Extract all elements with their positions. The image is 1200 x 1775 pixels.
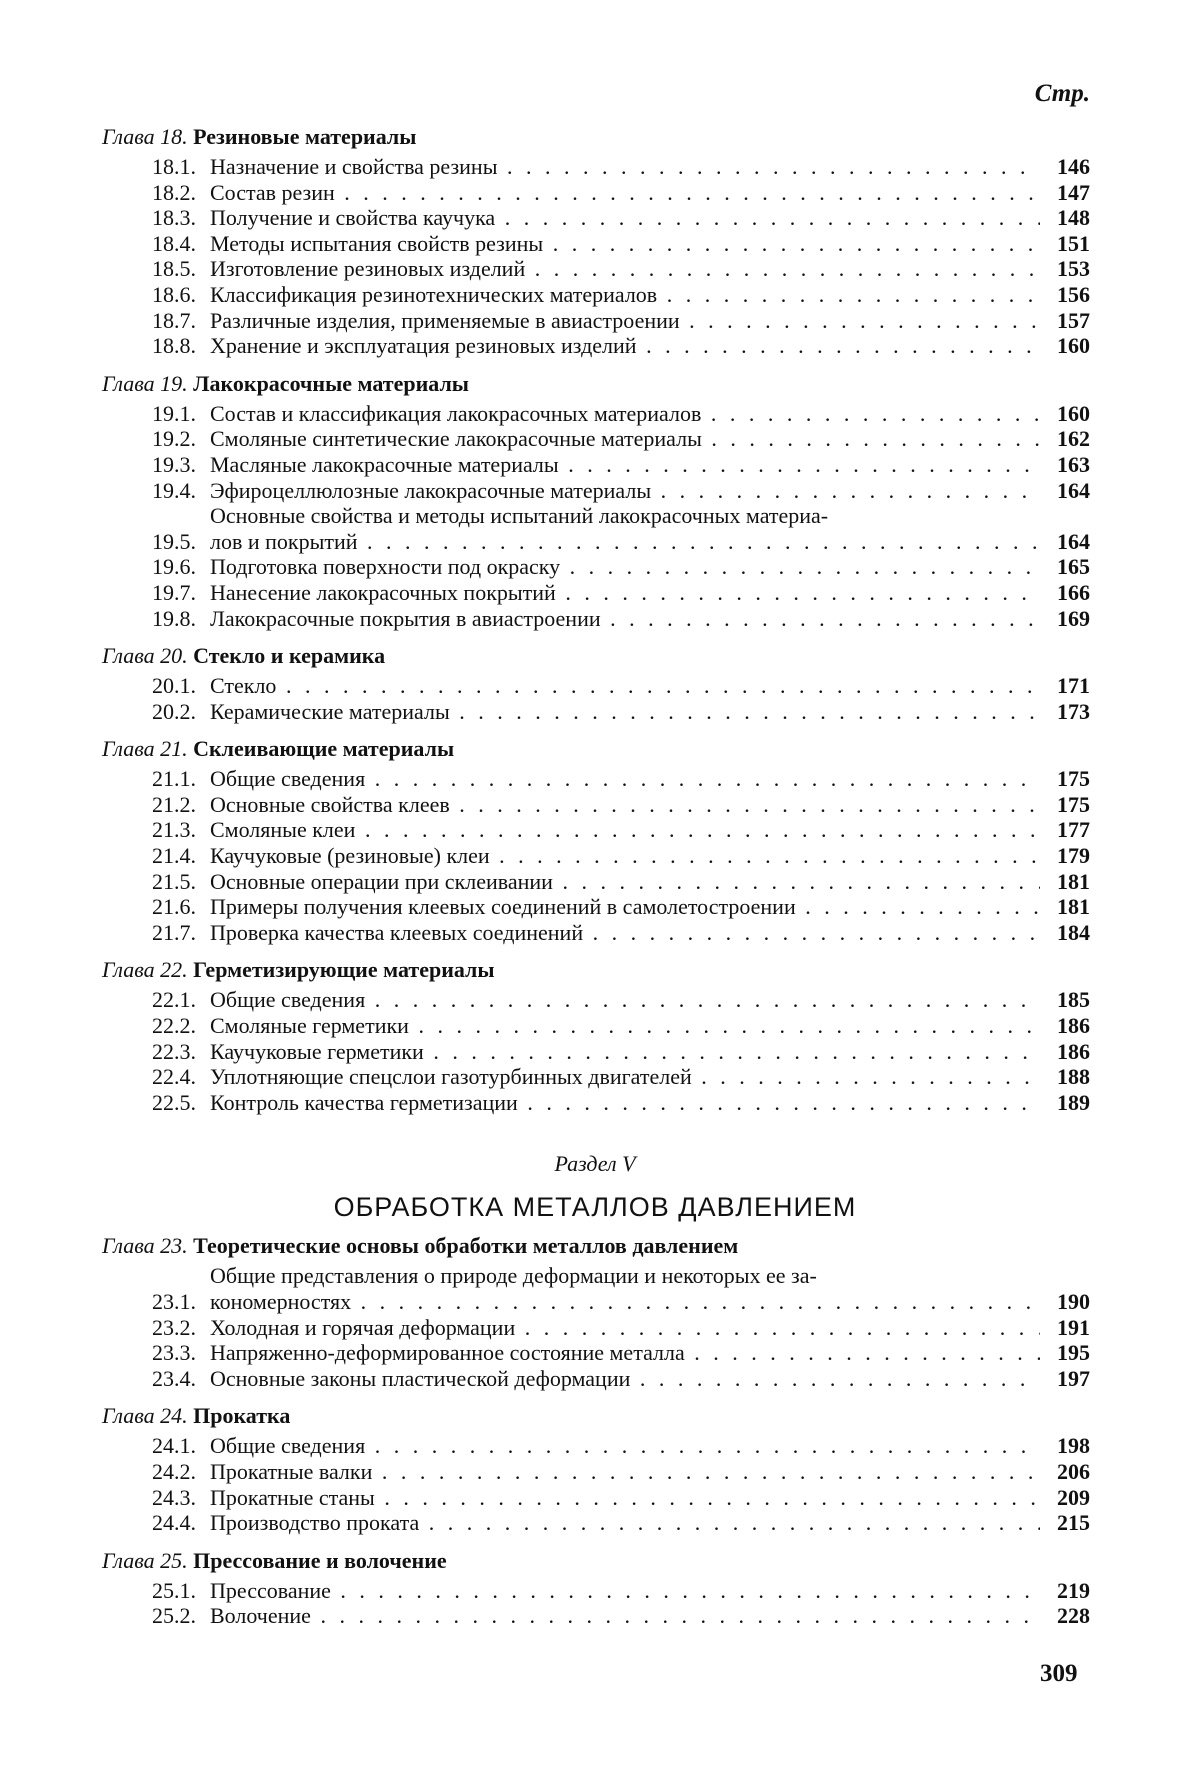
entry-page-number: 160 <box>1057 400 1090 426</box>
entry-number: 21.7. <box>152 919 196 945</box>
entry-title: Состав резин . . . <box>210 180 1040 206</box>
entry-page-number: 177 <box>1057 817 1090 843</box>
entry-number: 21.3. <box>152 817 196 843</box>
toc-entry <box>152 817 1090 843</box>
footer-page-number: 309 <box>1040 1660 1078 1687</box>
entry-title: Масляные лакокрасочные материалы . . . <box>210 452 1040 478</box>
entry-title: Прокатные валки . . . <box>210 1459 1040 1485</box>
toc-entry <box>152 503 1090 554</box>
entry-title: Различные изделия, применяемые в авиастроении . . . <box>210 308 1040 334</box>
entry-page-number: 189 <box>1057 1089 1090 1115</box>
chapter-number: Глава 19. <box>102 370 188 396</box>
toc-entry <box>152 1603 1090 1629</box>
toc-entry <box>152 1090 1090 1116</box>
entry-title-line: Общие представления о природе деформации и некоторых ее за- <box>210 1263 817 1289</box>
entry-number: 25.2. <box>152 1603 196 1629</box>
entry-page-number: 148 <box>1057 205 1090 231</box>
toc-entry <box>152 478 1090 504</box>
entry-page-number: 164 <box>1057 477 1090 503</box>
toc-entry <box>152 1510 1090 1536</box>
entry-title: Каучуковые герметики . . . <box>210 1039 1040 1065</box>
entry-title: Производство проката . . . <box>210 1510 1040 1536</box>
entry-title: Смоляные клеи . . . <box>210 817 1040 843</box>
entry-page-number: 171 <box>1057 673 1090 699</box>
chapter-number: Глава 24. <box>102 1403 188 1429</box>
entry-page-number: 209 <box>1057 1484 1090 1510</box>
entry-number: 18.5. <box>152 256 196 282</box>
toc-entry <box>152 580 1090 606</box>
toc-entry <box>152 606 1090 632</box>
entry-title: Эфироцеллюлозные лакокрасочные материалы . . . <box>210 478 1040 504</box>
chapter-heading <box>102 120 1090 154</box>
entry-page-number: 165 <box>1057 554 1090 580</box>
entry-number: 19.5. <box>152 528 196 554</box>
entry-number: 18.7. <box>152 307 196 333</box>
toc-entry <box>152 987 1090 1013</box>
section-label: Раздел V <box>554 1151 636 1177</box>
entry-page-number: 156 <box>1057 281 1090 307</box>
chapter-title: Прокатка <box>193 1403 291 1429</box>
toc-entry <box>152 180 1090 206</box>
toc-chapters-group-b <box>100 1229 1090 1629</box>
entry-number: 24.4. <box>152 1510 196 1536</box>
entry-number: 19.2. <box>152 426 196 452</box>
toc-entry <box>152 308 1090 334</box>
entry-title: Основные свойства клеев . . . <box>210 792 1040 818</box>
section-title: ОБРАБОТКА МЕТАЛЛОВ ДАВЛЕНИЕМ <box>333 1192 857 1223</box>
toc-entry <box>152 699 1090 725</box>
chapter-heading <box>102 1229 1090 1263</box>
toc-entry <box>152 333 1090 359</box>
toc-entry <box>152 673 1090 699</box>
chapter-title: Лакокрасочные материалы <box>193 370 469 396</box>
entry-page-number: 147 <box>1057 179 1090 205</box>
toc-entry <box>152 1315 1090 1341</box>
toc-entry <box>152 401 1090 427</box>
entry-title: Общие сведения . . . <box>210 766 1040 792</box>
entry-title: Общие сведения . . . <box>210 987 1040 1013</box>
toc-entry <box>152 1366 1090 1392</box>
entry-number: 18.3. <box>152 205 196 231</box>
entry-title <box>210 503 1040 554</box>
entry-page-number: 173 <box>1057 698 1090 724</box>
toc-entry <box>152 1340 1090 1366</box>
entry-title-line: Основные свойства и методы испытаний лакокрасочных материа- <box>210 503 829 529</box>
toc-entry <box>152 843 1090 869</box>
entry-page-number: 175 <box>1057 766 1090 792</box>
chapter-title: Склеивающие материалы <box>193 736 455 762</box>
toc-entry <box>152 869 1090 895</box>
entry-page-number: 219 <box>1057 1577 1090 1603</box>
toc-content <box>100 120 1090 1637</box>
entry-page-number: 184 <box>1057 919 1090 945</box>
entry-title: Проверка качества клеевых соединений . . . <box>210 920 1040 946</box>
toc-chapter <box>100 953 1090 1115</box>
entry-page-number: 206 <box>1057 1458 1090 1484</box>
entry-page-number: 169 <box>1057 605 1090 631</box>
toc-entry <box>152 154 1090 180</box>
chapter-heading <box>102 639 1090 673</box>
entry-title: Смоляные герметики . . . <box>210 1013 1040 1039</box>
entry-number: 23.2. <box>152 1314 196 1340</box>
entry-number: 19.8. <box>152 605 196 631</box>
entry-number: 22.2. <box>152 1013 196 1039</box>
entry-title: Каучуковые (резиновые) клеи . . . <box>210 843 1040 869</box>
toc-entry <box>152 1433 1090 1459</box>
entry-number: 18.1. <box>152 154 196 179</box>
entry-title: Хранение и эксплуатация резиновых изделий . . . <box>210 333 1040 359</box>
toc-chapter <box>100 732 1090 945</box>
entry-number: 20.2. <box>152 698 196 724</box>
toc-entry <box>152 792 1090 818</box>
chapter-number: Глава 18. <box>102 124 188 149</box>
entry-page-number: 164 <box>1057 528 1090 554</box>
entry-title-continuation: лов и покрытий . . . <box>210 529 1040 555</box>
chapter-number: Глава 23. <box>102 1233 188 1259</box>
toc-chapters-group-a <box>100 120 1090 1115</box>
toc-entry <box>152 766 1090 792</box>
entry-title: Волочение . . . <box>210 1603 1040 1629</box>
toc-chapter <box>100 1544 1090 1629</box>
entry-number: 21.6. <box>152 894 196 920</box>
chapter-heading <box>102 953 1090 987</box>
entry-number: 24.1. <box>152 1433 196 1459</box>
toc-chapter <box>100 367 1090 631</box>
entry-title-continuation: кономерностях . . . <box>210 1289 1040 1315</box>
entry-number: 18.2. <box>152 179 196 205</box>
entry-title: Стекло . . . <box>210 673 1040 699</box>
toc-entry <box>152 1485 1090 1511</box>
entry-title: Получение и свойства каучука . . . <box>210 205 1040 231</box>
toc-entry <box>152 1459 1090 1485</box>
chapter-heading <box>102 1544 1090 1578</box>
entry-page-number: 181 <box>1057 868 1090 894</box>
entry-page-number: 195 <box>1057 1340 1090 1366</box>
toc-entry <box>152 1013 1090 1039</box>
toc-entry <box>152 1064 1090 1090</box>
entry-number: 21.4. <box>152 843 196 869</box>
entry-title: Подготовка поверхности под окраску . . . <box>210 554 1040 580</box>
entry-page-number: 181 <box>1057 894 1090 920</box>
entry-number: 19.4. <box>152 477 196 503</box>
entry-page-number: 160 <box>1057 333 1090 359</box>
toc-chapter <box>100 639 1090 724</box>
entry-page-number: 197 <box>1057 1365 1090 1391</box>
entry-number: 21.1. <box>152 766 196 792</box>
entry-title: Назначение и свойства резины . . . <box>210 154 1040 180</box>
entry-title: Смоляные синтетические лакокрасочные материалы . . . <box>210 426 1040 452</box>
entry-page-number: 163 <box>1057 451 1090 477</box>
entry-page-number: 191 <box>1057 1314 1090 1340</box>
toc-entry <box>152 1578 1090 1604</box>
entry-number: 22.3. <box>152 1038 196 1064</box>
entry-title: Прокатные станы . . . <box>210 1485 1040 1511</box>
entry-title: Керамические материалы . . . <box>210 699 1040 725</box>
entry-number: 22.1. <box>152 987 196 1013</box>
entry-page-number: 151 <box>1057 230 1090 256</box>
entry-page-number: 166 <box>1057 579 1090 605</box>
chapter-number: Глава 20. <box>102 643 188 669</box>
chapter-title: Резиновые материалы <box>193 124 417 149</box>
entry-page-number: 198 <box>1057 1433 1090 1459</box>
chapter-number: Глава 25. <box>102 1547 188 1573</box>
entry-page-number: 186 <box>1057 1013 1090 1039</box>
entry-number: 19.6. <box>152 554 196 580</box>
chapter-title: Стекло и керамика <box>193 643 386 669</box>
entry-title: Уплотняющие спецслои газотурбинных двигателей . . . <box>210 1064 1040 1090</box>
entry-page-number: 186 <box>1057 1038 1090 1064</box>
toc-entry <box>152 426 1090 452</box>
entry-page-number: 153 <box>1057 256 1090 282</box>
entry-number: 22.4. <box>152 1064 196 1090</box>
chapter-title: Теоретические основы обработки металлов давлением <box>193 1233 739 1259</box>
entry-title: Изготовление резиновых изделий . . . <box>210 256 1040 282</box>
toc-entry <box>152 920 1090 946</box>
entry-title: Основные законы пластической деформации . . . <box>210 1366 1040 1392</box>
entry-title: Холодная и горячая деформации . . . <box>210 1315 1040 1341</box>
toc-chapter <box>100 1229 1090 1391</box>
toc-entry <box>152 894 1090 920</box>
entry-number: 23.3. <box>152 1340 196 1366</box>
toc-entry <box>152 231 1090 257</box>
entry-title: Состав и классификация лакокрасочных материалов . . . <box>210 401 1040 427</box>
entry-title: Нанесение лакокрасочных покрытий . . . <box>210 580 1040 606</box>
chapter-title: Прессование и волочение <box>193 1547 447 1573</box>
toc-entry <box>152 205 1090 231</box>
entry-page-number: 215 <box>1057 1510 1090 1536</box>
entry-number: 18.6. <box>152 281 196 307</box>
entry-number: 18.8. <box>152 333 196 359</box>
entry-title: Лакокрасочные покрытия в авиастроении . . . <box>210 606 1040 632</box>
toc-entry <box>152 256 1090 282</box>
entry-page-number: 190 <box>1057 1289 1090 1314</box>
entry-number: 19.7. <box>152 579 196 605</box>
entry-page-number: 228 <box>1057 1603 1090 1629</box>
entry-page-number: 188 <box>1057 1064 1090 1090</box>
toc-entry <box>152 1263 1090 1314</box>
toc-entry <box>152 282 1090 308</box>
toc-chapter <box>100 1399 1090 1535</box>
chapter-number: Глава 21. <box>102 736 188 762</box>
entry-page-number: 185 <box>1057 987 1090 1013</box>
entry-title: Классификация резинотехнических материалов . . . <box>210 282 1040 308</box>
entry-number: 24.2. <box>152 1458 196 1484</box>
toc-entry <box>152 1039 1090 1065</box>
entry-title: Прессование . . . <box>210 1578 1040 1604</box>
toc-entry <box>152 554 1090 580</box>
entry-number: 21.5. <box>152 868 196 894</box>
entry-title <box>210 1263 1040 1314</box>
entry-number: 19.1. <box>152 400 196 426</box>
entry-title: Напряженно-деформированное состояние металла . . . <box>210 1340 1040 1366</box>
chapter-heading <box>102 367 1090 401</box>
entry-number: 19.3. <box>152 451 196 477</box>
chapter-number: Глава 22. <box>102 957 188 983</box>
entry-number: 23.1. <box>152 1289 196 1314</box>
entry-page-number: 179 <box>1057 843 1090 869</box>
chapter-heading <box>102 732 1090 766</box>
chapter-title: Герметизирующие материалы <box>193 957 495 983</box>
page-column-label: Стр. <box>1034 80 1090 107</box>
entry-title: Контроль качества герметизации . . . <box>210 1090 1040 1116</box>
entry-number: 21.2. <box>152 791 196 817</box>
entry-number: 23.4. <box>152 1365 196 1391</box>
toc-chapter <box>100 120 1090 359</box>
entry-title: Основные операции при склеивании . . . <box>210 869 1040 895</box>
entry-title: Примеры получения клеевых соединений в самолетостроении . . . <box>210 894 1040 920</box>
entry-number: 20.1. <box>152 673 196 699</box>
entry-number: 24.3. <box>152 1484 196 1510</box>
entry-page-number: 175 <box>1057 791 1090 817</box>
entry-number: 25.1. <box>152 1577 196 1603</box>
entry-page-number: 146 <box>1057 154 1090 179</box>
entry-page-number: 162 <box>1057 426 1090 452</box>
entry-number: 22.5. <box>152 1089 196 1115</box>
entry-page-number: 157 <box>1057 307 1090 333</box>
entry-title: Общие сведения . . . <box>210 1433 1040 1459</box>
entry-title: Методы испытания свойств резины . . . <box>210 231 1040 257</box>
chapter-heading <box>102 1399 1090 1433</box>
entry-number: 18.4. <box>152 230 196 256</box>
toc-entry <box>152 452 1090 478</box>
